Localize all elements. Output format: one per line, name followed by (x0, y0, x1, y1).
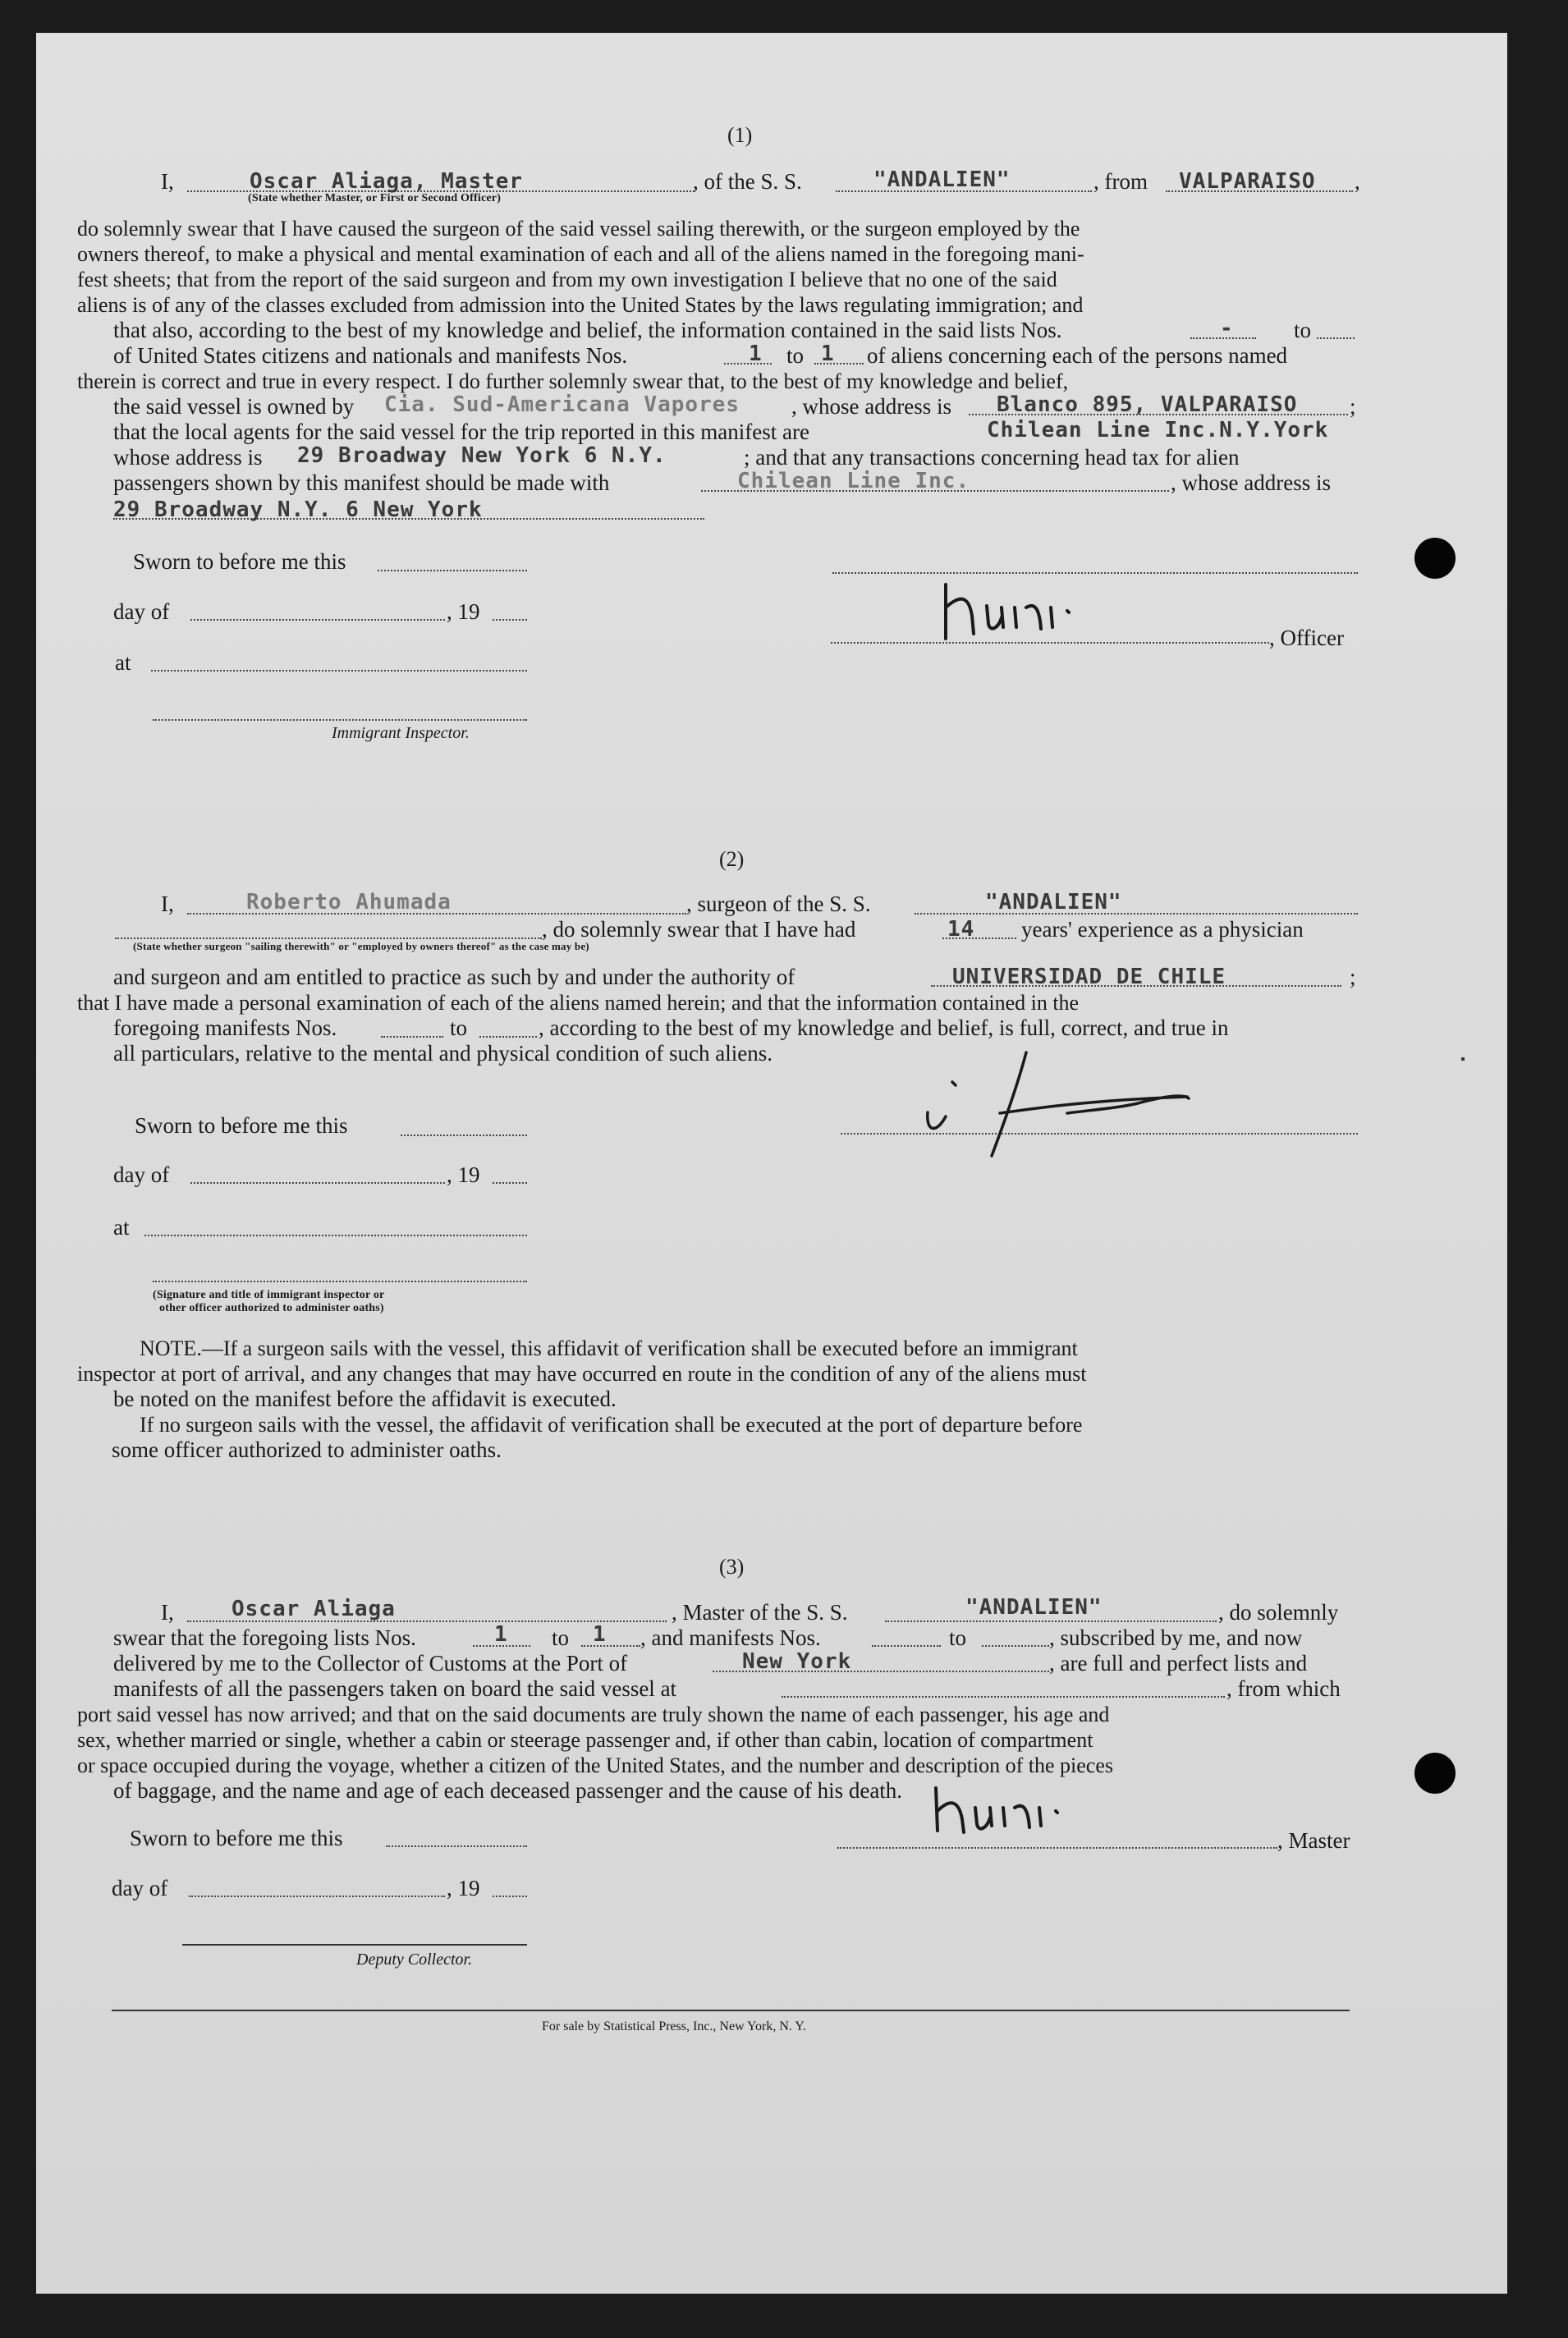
agents-typed: Chilean Line Inc.N.Y.York (987, 418, 1329, 442)
sec2-dayof: day of (113, 1162, 170, 1187)
sec1-line-1: do solemnly swear that I have caused the surgeon of the said vessel sailing therewith, or the surgeon employed by the (77, 217, 1080, 241)
punch-hole-bottom (1414, 1753, 1456, 1794)
manifest-from-typed: 1 (749, 342, 763, 366)
lists-to-line (1317, 337, 1355, 339)
sec3-line-2d: to (949, 1625, 967, 1650)
sec1-line-11b: , whose address is (1171, 470, 1331, 495)
sec2-sig-note-1: (Signature and title of immigrant inspector or (153, 1289, 385, 1301)
sec3-manifests-to-line (982, 1645, 1049, 1647)
sec3-line-4a: manifests of all the passengers taken on board the said vessel at (113, 1676, 677, 1701)
surgeon-name-typed: Roberto Ahumada (246, 890, 452, 915)
sec3-line-7: or space occupied during the voyage, whether a citizen of the United States, and the number and description of the pieces (77, 1754, 1114, 1777)
sec2-dayof-line (190, 1182, 445, 1184)
sec3-i: I, (161, 1600, 174, 1625)
sec3-line-2e: , subscribed by me, and now (1049, 1625, 1303, 1650)
punch-hole-top (1414, 538, 1456, 579)
footer-printer: For sale by Statistical Press, Inc., New York, N. Y. (542, 2019, 806, 2033)
sec1-line-7: therein is correct and true in every respect. I do further solemnly swear that, to the best of my knowledge and belief, (77, 369, 1069, 393)
sec2-vessel-line (915, 913, 1358, 915)
sec1-comma: , (1355, 169, 1360, 194)
surgeon-signature (903, 1034, 1199, 1166)
sec2-19: , 19 (447, 1162, 480, 1187)
note-line-5: some officer authorized to administer oaths. (112, 1437, 502, 1462)
note-line-3: be noted on the manifest before the affidavit is executed. (113, 1387, 617, 1411)
port-of-arrival-typed: New York (742, 1649, 852, 1674)
surgeon-status-note: (State whether surgeon "sailing therewith" or "employed by owners thereof" as the case may be) (133, 940, 589, 952)
sec2-b: , do solemnly swear that I have had (542, 917, 856, 942)
master-signature-3 (928, 1781, 1125, 1847)
years-typed: 14 (947, 917, 975, 942)
section-2-number: (2) (719, 847, 745, 871)
owner-typed: Cia. Sud-Americana Vapores (384, 392, 740, 417)
sec2-line-4c: , according to the best of my knowledge and belief, is full, correct, and true in (539, 1015, 1229, 1040)
sec3-b: , do solemnly (1218, 1600, 1339, 1625)
sec3-dayof-line (189, 1896, 445, 1897)
sec2-inspector-line (153, 1281, 527, 1282)
section-1-number: (1) (727, 123, 753, 147)
embark-port-line (782, 1696, 1225, 1698)
section-3-number: (3) (719, 1555, 745, 1579)
port-typed: VALPARAISO (1179, 169, 1316, 194)
sec2-line-2b: ; (1350, 965, 1356, 989)
sec1-line-3: fest sheets; that from the report of the said surgeon and from my own investigation I believe that no one of the said (77, 268, 1057, 291)
sec1-sworn: Sworn to before me this (133, 549, 346, 574)
sec3-year-line (493, 1896, 527, 1897)
sec3-master-signature-line (837, 1847, 1277, 1849)
sec3-a: , Master of the S. S. (672, 1600, 848, 1625)
immigrant-inspector-label: Immigrant Inspector. (332, 724, 470, 742)
sec2-line-5: all particulars, relative to the mental and physical condition of such aliens. (113, 1041, 773, 1066)
sec2-line-2a: and surgeon and am entitled to practice as such by and under the authority of (113, 965, 795, 989)
sec3-lists-to-typed: 1 (593, 1622, 607, 1647)
sec2-at: at (113, 1215, 130, 1240)
sec3-line-6: sex, whether married or single, whether a cabin or steerage passenger and, if other than cabin, location of compartment (77, 1728, 1093, 1752)
sec3-line-8: of baggage, and the name and age of each deceased passenger and the cause of his death. (113, 1778, 903, 1803)
sec2-a: , surgeon of the S. S. (686, 892, 871, 916)
sec3-line-5: port said vessel has now arrived; and that on the said documents are truly shown the name of each passenger, his age and (77, 1703, 1110, 1726)
sec1-dayof-line (190, 619, 445, 621)
master-signature-1 (936, 575, 1182, 649)
sec1-at: at (115, 650, 131, 675)
sec3-sworn: Sworn to before me this (130, 1826, 343, 1850)
sec3-line-3a: delivered by me to the Collector of Customs at the Port of (113, 1651, 628, 1676)
sec1-line-8a: the said vessel is owned by (113, 394, 355, 419)
sec1-from: , from (1093, 169, 1148, 194)
sec1-line-10b: ; and that any transactions concerning head tax for alien (744, 445, 1240, 470)
edge-mark (1461, 1057, 1465, 1061)
sec2-c: years' experience as a physician (1021, 917, 1304, 942)
tax-address-typed: 29 Broadway N.Y. 6 New York (113, 497, 483, 522)
sec1-line-5a: that also, according to the best of my knowledge and belief, the information contained in the said lists Nos. (113, 318, 1062, 342)
inspector-signature-line (153, 719, 527, 721)
sec1-line-6b: to (786, 343, 805, 368)
note-line-2: inspector at port of arrival, and any changes that may have occurred en route in the condition of any of the aliens must (77, 1362, 1087, 1386)
sec1-line-10a: whose address is (113, 445, 263, 470)
note-line-1: NOTE.—If a surgeon sails with the vessel, this affidavit of verification shall be executed before an immigrant (140, 1336, 1078, 1360)
sec1-dayof: day of (113, 599, 170, 624)
lists-no-typed: - (1220, 316, 1234, 341)
master-name-typed: Oscar Aliaga, Master (250, 169, 524, 194)
sec3-vessel-typed: "ANDALIEN" (965, 1595, 1103, 1620)
sec1-line-8b: , whose address is (791, 394, 951, 419)
agents-address-typed: 29 Broadway New York 6 N.Y. (297, 443, 667, 468)
sec3-master-typed: Oscar Aliaga (232, 1597, 396, 1621)
sec1-line-6c: of aliens concerning each of the persons named (867, 343, 1288, 368)
sec1-sworn-line (378, 570, 527, 571)
sec1-line-2: owners thereof, to make a physical and mental examination of each and all of the aliens named in the foregoing mani- (77, 242, 1084, 266)
vessel-typed: "ANDALIEN" (873, 167, 1011, 192)
sec2-i: I, (161, 892, 174, 916)
note-line-4: If no surgeon sails with the vessel, the affidavit of verification shall be executed at the port of departure before (140, 1413, 1083, 1437)
tax-agent-typed: Chilean Line Inc. (737, 469, 970, 493)
sec1-19: , 19 (447, 599, 480, 624)
sec1-year-line (493, 619, 527, 621)
sec2-year-line (493, 1182, 527, 1184)
sec1-at-line (151, 670, 527, 672)
sec2-manifest-to-line (479, 1036, 537, 1038)
sec3-19: , 19 (447, 1876, 480, 1900)
sec3-line-3b: , are full and perfect lists and (1049, 1651, 1308, 1676)
sec2-line-4a: foregoing manifests Nos. (113, 1015, 337, 1040)
footer-rule (112, 2010, 1350, 2011)
authority-typed: UNIVERSIDAD DE CHILE (952, 965, 1226, 989)
sec3-line-2a: swear that the foregoing lists Nos. (113, 1625, 416, 1650)
sec1-i: I, (161, 169, 174, 194)
sec1-of-ss: , of the S. S. (693, 169, 802, 194)
sec1-line-8c: ; (1350, 394, 1356, 419)
manifest-to-typed: 1 (821, 342, 835, 366)
sec2-sig-note-2: other officer authorized to administer oaths) (159, 1302, 384, 1314)
sec3-dayof: day of (112, 1876, 168, 1900)
sec3-line-2b: to (552, 1625, 570, 1650)
sec2-vessel-typed: "ANDALIEN" (985, 890, 1122, 915)
sec3-line-4b: , from which (1226, 1676, 1341, 1701)
deputy-collector-label: Deputy Collector. (356, 1951, 473, 1969)
owner-address-typed: Blanco 895, VALPARAISO (997, 392, 1298, 417)
surgeon-status-line (115, 937, 542, 939)
sec1-line-11a: passengers shown by this manifest should be made with (113, 470, 610, 495)
master-label: , Master (1277, 1828, 1350, 1853)
sec3-lists-to-line (581, 1645, 640, 1647)
sec2-sworn: Sworn to before me this (135, 1113, 348, 1138)
sec3-line-2c: , and manifests Nos. (640, 1625, 821, 1650)
master-name-note: (State whether Master, or First or Second Officer) (248, 192, 502, 204)
sec2-manifest-from-line (381, 1036, 443, 1038)
sec1-line-9a: that the local agents for the said vessel for the trip reported in this manifest are (113, 419, 809, 444)
sec3-manifests-from-line (872, 1645, 941, 1647)
sec3-vessel-line (885, 1621, 1217, 1622)
sec1-line-6a: of United States citizens and nationals and manifests Nos. (113, 343, 628, 368)
officer-line-top (832, 572, 1358, 574)
collector-signature-line (182, 1944, 527, 1946)
sec3-lists-from-typed: 1 (494, 1622, 508, 1647)
sec1-line-5b: to (1294, 318, 1312, 342)
sec3-sworn-line (386, 1845, 527, 1847)
officer-label: , Officer (1269, 626, 1344, 650)
manifest-from-line (724, 363, 772, 364)
sec1-line-4: aliens is of any of the classes excluded from admission into the United States by the laws regulating immigration; and (77, 293, 1084, 317)
sec2-sworn-line (401, 1135, 527, 1136)
sec2-at-line (144, 1235, 527, 1236)
sec2-line-3: that I have made a personal examination of each of the aliens named herein; and that the information contained in the (77, 991, 1080, 1015)
sec2-line-4b: to (450, 1015, 468, 1040)
